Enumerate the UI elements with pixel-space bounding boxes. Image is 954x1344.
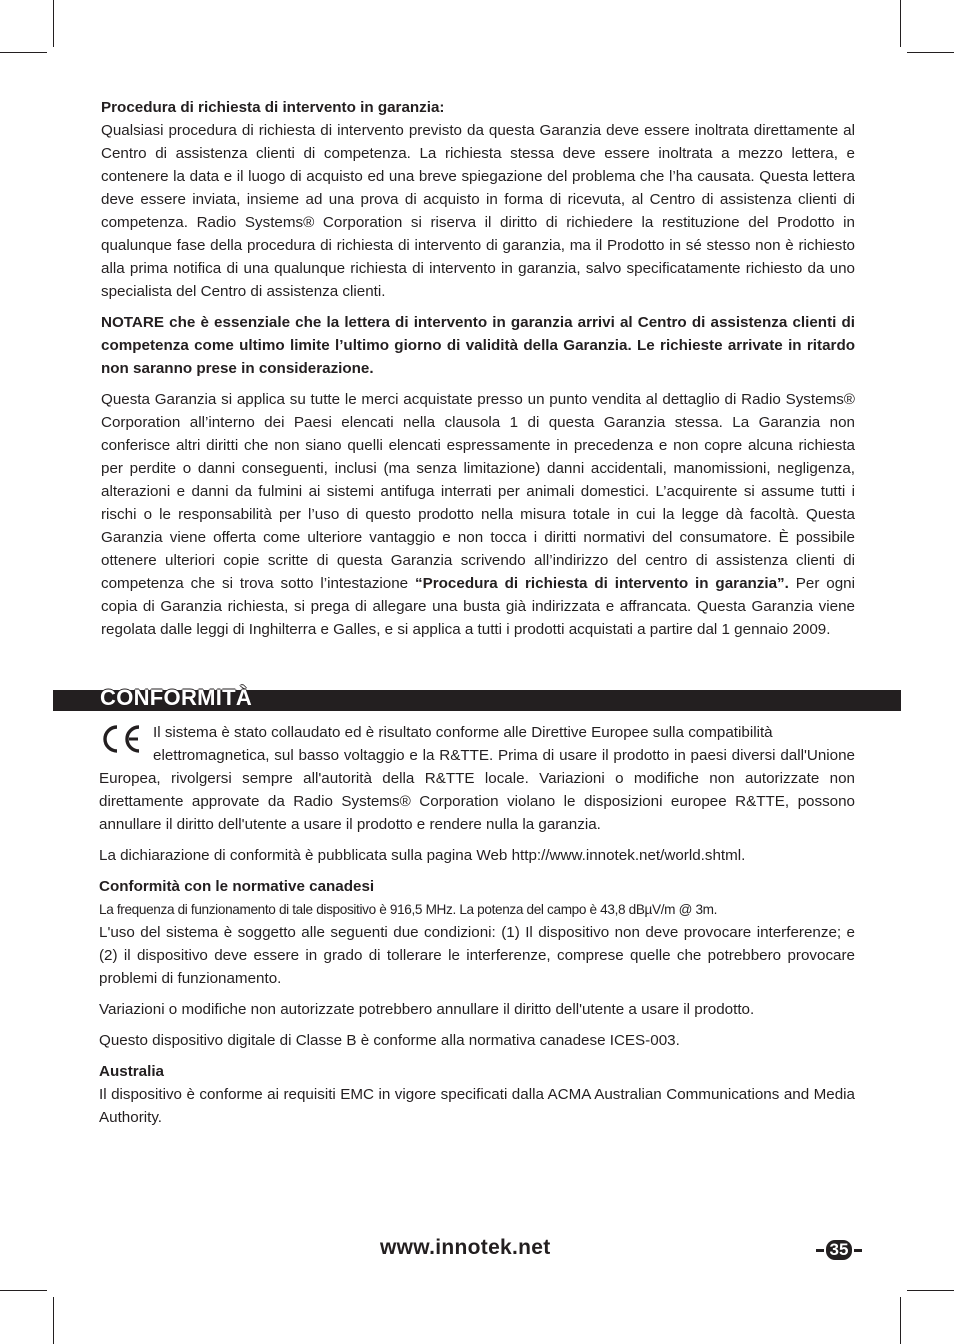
crop-mark <box>907 52 954 53</box>
section-title: CONFORMITÀ <box>100 685 253 710</box>
ce-text: elettromagnetica, sul basso voltaggio e la R&TTE. Prima di usare il prodotto in paesi diversi dall'Unione Europea, rivolgersi sempre all'autorità della R&TTE locale. Variazioni o modifiche non autorizzate non direttamente approvate da Radio Systems® Corporation violano le disposizioni europee R&TTE, possono annullare il diritto dell'utente a usare il prodotto e rendere nulla la garanzia. <box>99 747 855 833</box>
warranty-note: NOTARE che è essenziale che la lettera di intervento in garanzia arrivi al Centro di assistenza clienti di competenza come ultimo limite l’ultimo giorno di validità della Garanzia. Le richieste arrivate in ritardo non saranno prese in considerazione. <box>101 314 855 377</box>
warranty-scope-text-end: Per ogni copia di Garanzia richiesta, si prega di allegare una busta già indirizzata e affrancata. Questa Garanzia viene regolata dalle leggi di Inghilterra e Galles, e si applica a tutti i prodotti acquistati a partire dal 1 gennaio 2009. <box>101 575 855 638</box>
crop-mark <box>900 1297 901 1344</box>
warranty-scope-bold: “Procedura di richiesta di intervento in garanzia”. <box>415 575 789 592</box>
crop-mark <box>900 0 901 47</box>
warranty-scope-text: Questa Garanzia si applica su tutte le merci acquistate presso un punto vendita al dettaglio di Radio Systems® Corporation all’interno dei Paesi elencati nella clausola 1 di questa Garanzia stessa. La Garanzia non conferisce altri diritti che non siano quelli elencati espressamente in precedenza e non copre alcuna richiesta per perdite o danni conseguenti, inclusi (ma senza limitazione) danni accidentali, manomissioni, negligenza, alterazioni e danni da fulmini ai sistemi antifuga interrati per animali domestici. L’acquirente si assume tutti i rischi o le responsabilità per l’uso di questo prodotto nella misura totale in cui la legge dà facoltà. Questa Garanzia viene offerta come ulteriore vantaggio e non tocca i diritti normativi del consumatore. È possibile ottenere ulteriori copie scritte di questa Garanzia scrivendo all’indirizzo del centro di assistenza clienti di competenza che si trova sotto l’intestazione <box>101 391 855 592</box>
page-number-dash <box>854 1249 862 1252</box>
page-number-text: 35 <box>829 1240 849 1259</box>
crop-mark <box>0 52 47 53</box>
crop-mark <box>53 1297 54 1344</box>
declaration-text: La dichiarazione di conformità è pubblicata sulla pagina Web http://www.innotek.net/world.shtml. <box>99 847 746 864</box>
class-b-text: Questo dispositivo digitale di Classe B è conforme alla normativa canadese ICES-003. <box>99 1032 680 1049</box>
warranty-heading: Procedura di richiesta di intervento in garanzia: <box>101 99 445 116</box>
ce-text-first-line: Il sistema è stato collaudato ed è risultato conforme alle Direttive Europee sulla compatibilità <box>153 724 773 741</box>
page-number-dash <box>816 1249 824 1252</box>
footer-url: www.innotek.net <box>380 1236 551 1259</box>
warranty-section <box>101 96 855 641</box>
warranty-paragraph-scope <box>101 388 855 641</box>
canada-conditions: L'uso del sistema è soggetto alle seguenti due condizioni: (1) Il dispositivo non deve provocare interferenze; e (2) il dispositivo deve essere in grado di tollerare le interferenze, comprese quelle che potrebbero provocare problemi di funzionamento. <box>99 924 855 987</box>
australia-heading: Australia <box>99 1063 164 1080</box>
changes-text: Variazioni o modifiche non autorizzate potrebbero annullare il diritto dell'utente a usare il prodotto. <box>99 1001 755 1018</box>
warranty-paragraph: Qualsiasi procedura di richiesta di intervento previsto da questa Garanzia deve essere inoltrata direttamente al Centro di assistenza clienti di competenza. La richiesta stessa deve essere inoltrata a mezzo lettera, e contenere la data e il luogo di acquisto ed una breve spiegazione del problema che l’ha causata. Questa lettera deve essere inviata, insieme ad una prova di acquisto in forma di ricevuta, al Centro di assistenza clienti di competenza. Radio Systems® Corporation si riserva il diritto di richiedere la restituzione del Prodotto in qualunque fase della procedura di richiesta di intervento di garanzia, ma il Prodotto in sé stesso non è richiesto alla prima notifica di una qualunque richiesta di intervento in garanzia, salvo specificatamente richiesto da uno specialista del Centro di assistenza clienti. <box>101 122 855 300</box>
canada-frequency: La frequenza di funzionamento di tale dispositivo è 916,5 MHz. La potenza del campo è 43,8 dBµV/m @ 3m. <box>99 902 718 917</box>
crop-mark <box>0 1290 47 1291</box>
crop-mark <box>53 0 54 47</box>
page-number <box>816 1240 862 1262</box>
australia-text: Il dispositivo è conforme ai requisiti EMC in vigore specificati dalla ACMA Australian Communications and Media Authority. <box>99 1086 855 1126</box>
conformity-section <box>99 721 855 1129</box>
crop-mark <box>907 1290 954 1291</box>
canada-heading: Conformità con le normative canadesi <box>99 878 375 895</box>
